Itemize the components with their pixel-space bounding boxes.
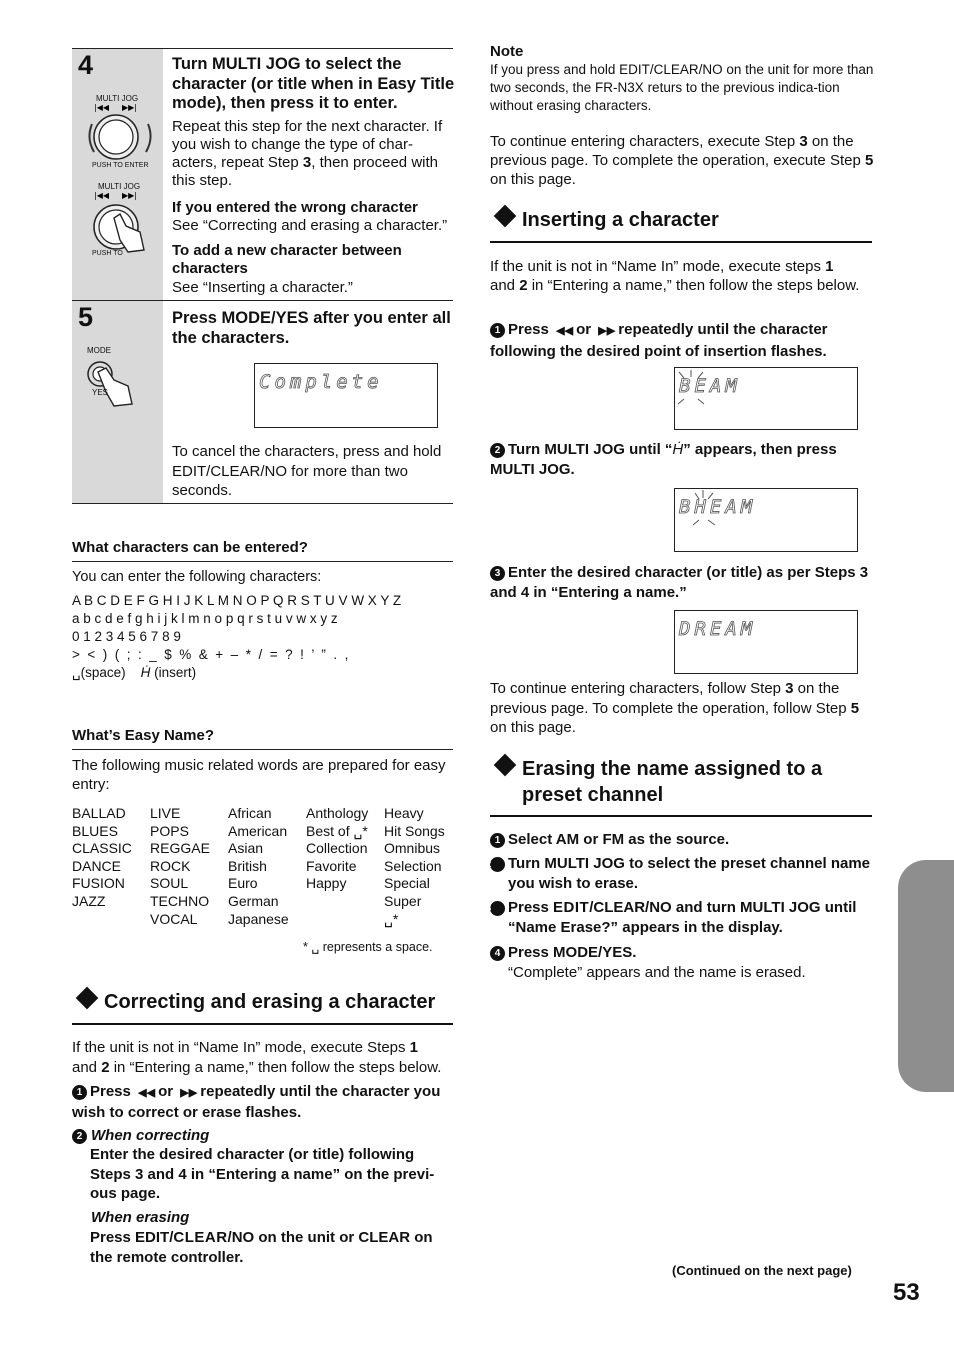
erasing-title: Erasing the name assigned to a preset channel bbox=[522, 758, 823, 806]
rewind-icon: ◀◀ bbox=[553, 325, 577, 337]
svg-text:▶▶|: ▶▶| bbox=[122, 191, 137, 200]
inserting-step3: 3 Enter the desired character (or title) as per Steps 3 and 4 in “Entering a name.” bbox=[490, 564, 869, 601]
chars-rule bbox=[72, 561, 453, 562]
step4-number: 4 bbox=[78, 50, 94, 80]
step-number-badge: 1 bbox=[490, 323, 505, 338]
step-number-badge: 2 bbox=[72, 1126, 90, 1145]
icon-label: PUSH TO bbox=[92, 250, 123, 257]
step4-body: Repeat this step for the next character. If you wish to change the type of char-acters, repeat Step 3, then proceed with this step. bbox=[172, 118, 443, 189]
correcting-step2-body: Enter the desired character (or title) following Steps 3 and 4 in “Entering a name” on the previ-ous page. bbox=[90, 1146, 435, 1202]
svg-text:|◀◀: |◀◀ bbox=[94, 191, 109, 200]
chars-lowercase: a b c d e f g h i j k l m n o p q r s t u v w x y z bbox=[72, 611, 338, 626]
display-dream: DREAM bbox=[674, 610, 858, 674]
step-number-badge: 3 bbox=[490, 566, 505, 581]
icon-label: MULTI JOG bbox=[98, 182, 141, 191]
easy-intro: The following music related words are prepared for easy entry: bbox=[72, 757, 446, 793]
correcting-title: Correcting and erasing a character bbox=[104, 991, 436, 1013]
step-number-badge: 1 bbox=[490, 833, 505, 848]
icon-label: PUSH TO ENTER bbox=[92, 162, 149, 169]
inserting-intro: If the unit is not in “Name In” mode, execute steps 1 and 2 in “Entering a name,” then follow the steps below. bbox=[490, 258, 860, 294]
continued-note: (Continued on the next page) bbox=[672, 1263, 852, 1278]
erasing-rule bbox=[490, 815, 872, 817]
multi-jog-dial-icon bbox=[84, 94, 156, 174]
inserting-title: Inserting a character bbox=[522, 209, 719, 231]
erasing-step1: 1 Select AM or FM as the source. bbox=[490, 830, 876, 849]
chars-digits: 0 1 2 3 4 5 6 7 8 9 bbox=[72, 629, 181, 644]
diamond-bullet-icon bbox=[494, 754, 517, 777]
continue-text-2: To continue entering characters, follow Step 3 on the previous page. To complete the operation, follow Step 5 on this page. bbox=[490, 680, 860, 736]
inserting-step1: 1 Press ◀◀ or ▶▶ repeatedly until the character following the desired point of insertion flashes. bbox=[490, 321, 828, 360]
easy-col-2: LIVE POPS REGGAE ROCK SOUL TECHNO VOCAL bbox=[150, 805, 210, 927]
display-beam: BEAM bbox=[674, 367, 858, 430]
display-complete: Complete bbox=[254, 363, 438, 428]
continue-text-1: To continue entering characters, execute Step 3 on the previous page. To complete the operation, execute Step 5 on this page. bbox=[490, 133, 874, 188]
step-number-badge: 2 bbox=[490, 443, 505, 458]
chars-symbols: > < ) ( ; : _ $ % & + – * / = ? ! ’ ” . , bbox=[72, 647, 349, 662]
correcting-intro: If the unit is not in “Name In” mode, execute Steps 1 and 2 in “Entering a name,” then follow the steps below. bbox=[72, 1039, 442, 1076]
easy-footnote: * ␣ represents a space. bbox=[303, 940, 433, 954]
chars-title: What characters can be entered? bbox=[72, 539, 308, 556]
inserting-rule bbox=[490, 241, 872, 243]
wrong-char-heading: If you entered the wrong character bbox=[172, 199, 418, 216]
icon-label: YES bbox=[92, 388, 109, 397]
when-erasing-label: When erasing bbox=[91, 1209, 190, 1226]
easy-rule bbox=[72, 749, 453, 750]
fast-forward-icon: ▶▶ bbox=[177, 1087, 201, 1099]
chars-uppercase: A B C D E F G H I J K L M N O P Q R S T U V W X Y Z bbox=[72, 593, 402, 608]
page-number: 53 bbox=[893, 1279, 920, 1306]
step-number-badge: 4 bbox=[490, 946, 505, 961]
step-table-bottom-rule bbox=[72, 503, 453, 504]
svg-text:|◀◀: |◀◀ bbox=[94, 103, 109, 112]
add-char-heading: To add a new character between characters bbox=[172, 242, 402, 277]
add-char-body: See “Inserting a character.” bbox=[172, 279, 353, 296]
fast-forward-icon: ▶▶ bbox=[595, 325, 619, 337]
icon-label: MODE bbox=[87, 346, 111, 355]
correcting-rule bbox=[72, 1023, 453, 1025]
diamond-bullet-icon bbox=[494, 205, 517, 228]
display-bheam: BHEAM bbox=[674, 488, 858, 552]
chars-special: ␣(space) Ḣ (insert) bbox=[72, 665, 197, 680]
easy-title: What’s Easy Name? bbox=[72, 727, 214, 744]
insert-icon: Ḣ bbox=[140, 665, 151, 680]
easy-col-5: Heavy Hit Songs Omnibus Selection Special Super ␣* bbox=[384, 805, 445, 927]
multi-jog-press-icon bbox=[84, 182, 156, 262]
note-body: If you press and hold EDIT/CLEAR/NO on the unit for more than two seconds, the FR-N3X returs to the previous indica-tion without erasing characters. bbox=[490, 62, 874, 113]
correcting-erase-body: Press EDIT/CLEAR/NO on the unit or CLEAR on the remote controller. bbox=[90, 1229, 433, 1266]
space-icon: ␣ bbox=[72, 665, 81, 680]
mode-yes-button-icon bbox=[84, 346, 156, 408]
wrong-char-body: See “Correcting and erasing a character.” bbox=[172, 217, 448, 234]
easy-col-3: African American Asian British Euro German Japanese bbox=[228, 805, 289, 927]
note-title: Note bbox=[490, 43, 524, 60]
erasing-step4: 4 Press MODE/YES. bbox=[490, 943, 876, 962]
step4-icon-panel bbox=[72, 49, 163, 300]
inserting-step2: 2 Turn MULTI JOG until “Ḣ” appears, then press MULTI JOG. bbox=[490, 441, 837, 478]
svg-text:▶▶|: ▶▶| bbox=[122, 103, 137, 112]
easy-col-4: Anthology Best of ␣* Collection Favorite Happy bbox=[306, 805, 369, 892]
easy-col-1: BALLAD BLUES CLASSIC DANCE FUSION JAZZ bbox=[72, 805, 132, 909]
when-correcting-label: When correcting bbox=[91, 1127, 210, 1144]
icon-label: MULTI JOG bbox=[96, 94, 139, 103]
section-tab bbox=[898, 860, 954, 1092]
chars-intro: You can enter the following characters: bbox=[72, 569, 322, 585]
rewind-icon: ◀◀ bbox=[135, 1087, 159, 1099]
step5-cancel-text: To cancel the characters, press and hold EDIT/CLEAR/NO for more than two seconds. bbox=[172, 443, 442, 499]
step5-heading: Press MODE/YES after you enter all the characters. bbox=[172, 309, 451, 347]
insert-icon: Ḣ bbox=[672, 441, 684, 458]
correcting-step1: 1 Press ◀◀ or ▶▶ repeatedly until the character you wish to correct or erase flashes. bbox=[72, 1083, 441, 1121]
step-number-badge: 3 bbox=[490, 901, 505, 916]
step4-heading: Turn MULTI JOG to select the character (or title when in Easy Title mode), then press it to enter. bbox=[172, 55, 455, 112]
step5-number: 5 bbox=[78, 302, 94, 332]
erasing-step3: 3 Press EDIT/CLEAR/NO and turn MULTI JOG until “Name Erase?” appears in the display. bbox=[485, 899, 857, 936]
erasing-step2: 2 Turn MULTI JOG to select the preset channel name you wish to erase. bbox=[485, 855, 871, 892]
erasing-step4-body: “Complete” appears and the name is erased. bbox=[508, 964, 806, 981]
diamond-bullet-icon bbox=[76, 987, 99, 1010]
step-number-badge: 2 bbox=[490, 857, 505, 872]
step-number-badge: 1 bbox=[72, 1085, 87, 1100]
